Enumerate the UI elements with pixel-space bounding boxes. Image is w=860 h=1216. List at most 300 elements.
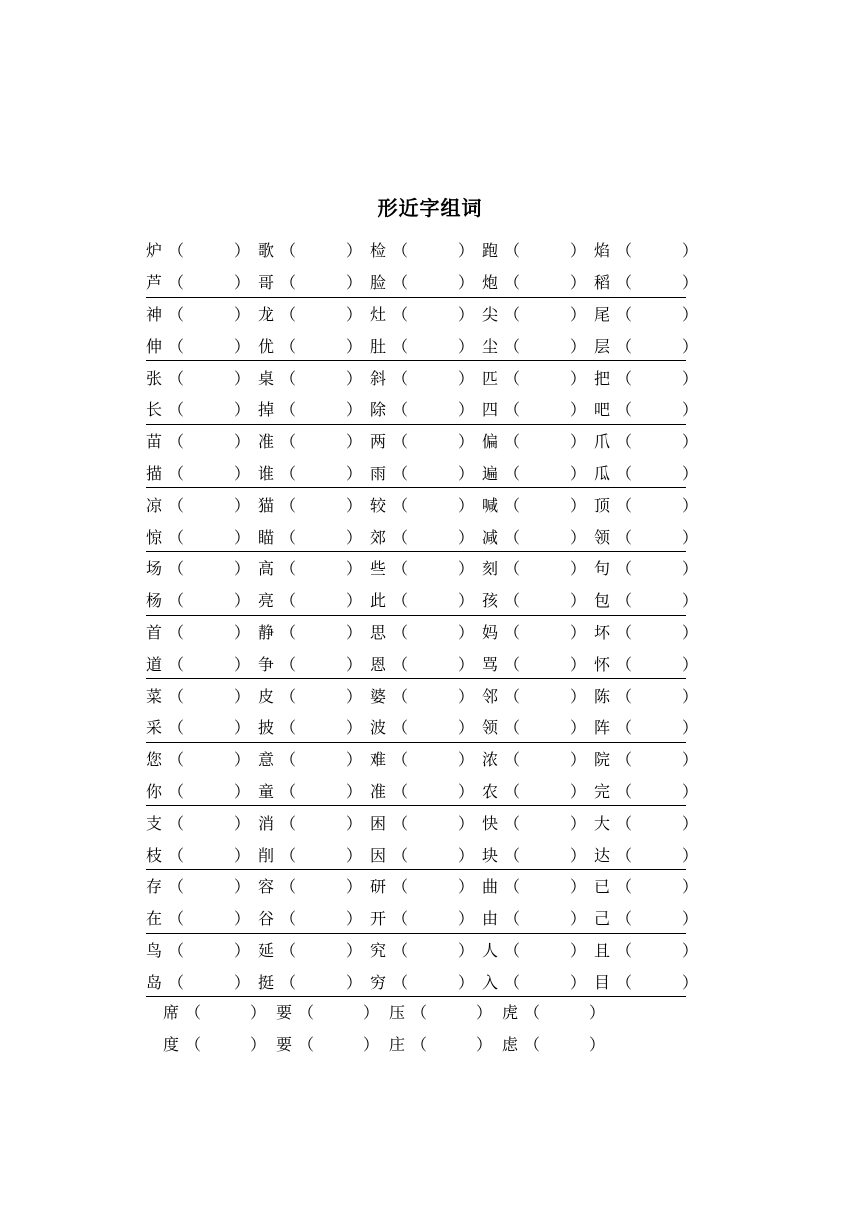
word-entry xyxy=(370,393,482,425)
open-paren: （ xyxy=(168,591,185,611)
open-paren: （ xyxy=(392,368,409,388)
character: 虑 xyxy=(502,1035,519,1055)
close-paren: ） xyxy=(458,718,475,738)
character: 婆 xyxy=(370,686,387,706)
close-paren: ） xyxy=(458,622,475,642)
word-entry xyxy=(389,996,502,1028)
close-paren: ） xyxy=(346,304,363,324)
open-paren: （ xyxy=(168,241,185,261)
open-paren: （ xyxy=(280,241,297,261)
close-paren: ） xyxy=(682,591,699,611)
word-entry xyxy=(146,870,258,902)
word-entry xyxy=(482,934,594,966)
open-paren: （ xyxy=(392,813,409,833)
open-paren: （ xyxy=(616,781,633,801)
word-entry xyxy=(146,679,258,711)
close-paren: ） xyxy=(682,559,699,579)
close-paren: ） xyxy=(346,273,363,293)
word-entry xyxy=(370,965,482,997)
character: 阵 xyxy=(594,718,611,738)
word-entry xyxy=(594,520,706,552)
word-entry xyxy=(594,361,706,393)
open-paren: （ xyxy=(168,813,185,833)
character: 猫 xyxy=(258,495,275,515)
close-paren: ） xyxy=(570,972,587,992)
open-paren: （ xyxy=(392,591,409,611)
close-paren: ） xyxy=(234,813,251,833)
word-entry xyxy=(370,520,482,552)
open-paren: （ xyxy=(168,559,185,579)
open-paren: （ xyxy=(168,336,185,356)
word-entry xyxy=(146,425,258,457)
close-paren: ） xyxy=(570,845,587,865)
open-paren: （ xyxy=(616,368,633,388)
close-paren: ） xyxy=(234,400,251,420)
word-entry xyxy=(146,934,258,966)
character: 偏 xyxy=(482,432,499,452)
character: 披 xyxy=(258,718,275,738)
character: 削 xyxy=(258,845,275,865)
word-entry xyxy=(370,234,482,266)
word-entry xyxy=(276,996,389,1028)
open-paren: （ xyxy=(504,781,521,801)
close-paren: ） xyxy=(682,972,699,992)
word-row xyxy=(146,552,706,584)
character: 采 xyxy=(146,718,163,738)
character: 菜 xyxy=(146,686,163,706)
word-entry xyxy=(146,775,258,807)
close-paren: ） xyxy=(346,400,363,420)
character: 遍 xyxy=(482,463,499,483)
open-paren: （ xyxy=(280,877,297,897)
word-entry xyxy=(482,234,594,266)
word-row xyxy=(163,1028,615,1060)
word-entry xyxy=(258,457,370,489)
open-paren: （ xyxy=(616,972,633,992)
word-entry xyxy=(146,329,258,361)
open-paren: （ xyxy=(504,368,521,388)
word-entry xyxy=(370,298,482,330)
word-row xyxy=(146,711,706,743)
close-paren: ） xyxy=(476,1035,493,1055)
open-paren: （ xyxy=(168,877,185,897)
close-paren: ） xyxy=(682,877,699,897)
word-group xyxy=(146,870,706,934)
open-paren: （ xyxy=(411,1035,428,1055)
word-entry xyxy=(258,552,370,584)
word-entry xyxy=(146,488,258,520)
open-paren: （ xyxy=(280,304,297,324)
word-entry xyxy=(370,647,482,679)
word-entry xyxy=(594,393,706,425)
close-paren: ） xyxy=(234,718,251,738)
close-paren: ） xyxy=(682,813,699,833)
character: 且 xyxy=(594,940,611,960)
character: 爪 xyxy=(594,432,611,452)
open-paren: （ xyxy=(392,527,409,547)
character: 神 xyxy=(146,304,163,324)
close-paren: ） xyxy=(458,591,475,611)
open-paren: （ xyxy=(280,686,297,706)
word-group xyxy=(146,806,706,870)
word-entry xyxy=(594,870,706,902)
character: 你 xyxy=(146,781,163,801)
word-entry xyxy=(502,996,615,1028)
close-paren: ） xyxy=(682,400,699,420)
close-paren: ） xyxy=(682,654,699,674)
character: 场 xyxy=(146,559,163,579)
open-paren: （ xyxy=(616,654,633,674)
close-paren: ） xyxy=(682,909,699,929)
word-entry xyxy=(258,743,370,775)
character: 已 xyxy=(594,877,611,897)
open-paren: （ xyxy=(616,400,633,420)
close-paren: ） xyxy=(458,304,475,324)
close-paren: ） xyxy=(234,940,251,960)
character: 恩 xyxy=(370,654,387,674)
word-entry xyxy=(146,520,258,552)
word-entry xyxy=(276,1028,389,1060)
character: 灶 xyxy=(370,304,387,324)
close-paren: ） xyxy=(682,336,699,356)
word-entry xyxy=(146,457,258,489)
close-paren: ） xyxy=(570,877,587,897)
word-entry xyxy=(594,584,706,616)
open-paren: （ xyxy=(616,495,633,515)
word-groups xyxy=(146,234,706,997)
close-paren: ） xyxy=(346,622,363,642)
close-paren: ） xyxy=(682,304,699,324)
close-paren: ） xyxy=(682,463,699,483)
close-paren: ） xyxy=(682,527,699,547)
character: 肚 xyxy=(370,336,387,356)
open-paren: （ xyxy=(168,845,185,865)
word-group xyxy=(146,425,706,489)
character: 描 xyxy=(146,463,163,483)
word-row xyxy=(146,806,706,838)
character: 消 xyxy=(258,813,275,833)
close-paren: ） xyxy=(570,718,587,738)
open-paren: （ xyxy=(168,273,185,293)
character: 雨 xyxy=(370,463,387,483)
word-row xyxy=(146,329,706,361)
word-entry xyxy=(146,902,258,934)
open-paren: （ xyxy=(504,972,521,992)
word-entry xyxy=(594,934,706,966)
word-entry xyxy=(258,266,370,298)
word-entry xyxy=(258,329,370,361)
close-paren: ） xyxy=(234,336,251,356)
character: 虎 xyxy=(502,1003,519,1023)
open-paren: （ xyxy=(168,527,185,547)
open-paren: （ xyxy=(504,940,521,960)
word-entry xyxy=(370,425,482,457)
open-paren: （ xyxy=(280,940,297,960)
word-entry xyxy=(482,838,594,870)
word-row xyxy=(146,902,706,934)
word-entry xyxy=(389,1028,502,1060)
character: 龙 xyxy=(258,304,275,324)
word-row xyxy=(146,584,706,616)
word-entry xyxy=(482,647,594,679)
word-row xyxy=(146,266,706,298)
word-entry xyxy=(370,775,482,807)
open-paren: （ xyxy=(168,304,185,324)
word-entry xyxy=(258,647,370,679)
open-paren: （ xyxy=(168,972,185,992)
open-paren: （ xyxy=(392,273,409,293)
character: 伸 xyxy=(146,336,163,356)
close-paren: ） xyxy=(458,909,475,929)
word-entry xyxy=(258,298,370,330)
character: 尖 xyxy=(482,304,499,324)
character: 杨 xyxy=(146,591,163,611)
close-paren: ） xyxy=(458,877,475,897)
character: 脸 xyxy=(370,273,387,293)
close-paren: ） xyxy=(346,527,363,547)
word-entry xyxy=(594,457,706,489)
word-entry xyxy=(370,584,482,616)
close-paren: ） xyxy=(234,781,251,801)
character: 童 xyxy=(258,781,275,801)
close-paren: ） xyxy=(458,463,475,483)
close-paren: ） xyxy=(458,654,475,674)
close-paren: ） xyxy=(234,877,251,897)
character: 枝 xyxy=(146,845,163,865)
character: 道 xyxy=(146,654,163,674)
word-group xyxy=(146,298,706,362)
open-paren: （ xyxy=(392,304,409,324)
character: 争 xyxy=(258,654,275,674)
character: 除 xyxy=(370,400,387,420)
character: 完 xyxy=(594,781,611,801)
character: 炮 xyxy=(482,273,499,293)
close-paren: ） xyxy=(234,559,251,579)
open-paren: （ xyxy=(298,1003,315,1023)
word-row xyxy=(146,616,706,648)
word-entry xyxy=(258,584,370,616)
character: 哥 xyxy=(258,273,275,293)
word-entry xyxy=(482,743,594,775)
open-paren: （ xyxy=(168,781,185,801)
close-paren: ） xyxy=(234,654,251,674)
character: 怀 xyxy=(594,654,611,674)
close-paren: ） xyxy=(234,304,251,324)
word-entry xyxy=(370,457,482,489)
close-paren: ） xyxy=(570,909,587,929)
character: 人 xyxy=(482,940,499,960)
close-paren: ） xyxy=(346,241,363,261)
close-paren: ） xyxy=(346,368,363,388)
word-entry xyxy=(594,806,706,838)
open-paren: （ xyxy=(280,750,297,770)
close-paren: ） xyxy=(570,527,587,547)
character: 领 xyxy=(482,718,499,738)
character: 曲 xyxy=(482,877,499,897)
character: 要 xyxy=(276,1003,293,1023)
character: 度 xyxy=(163,1035,180,1055)
character: 在 xyxy=(146,909,163,929)
open-paren: （ xyxy=(616,432,633,452)
word-entry xyxy=(594,488,706,520)
open-paren: （ xyxy=(616,304,633,324)
open-paren: （ xyxy=(411,1003,428,1023)
character: 两 xyxy=(370,432,387,452)
open-paren: （ xyxy=(298,1035,315,1055)
close-paren: ） xyxy=(570,495,587,515)
word-entry xyxy=(146,361,258,393)
word-row xyxy=(146,298,706,330)
open-paren: （ xyxy=(616,591,633,611)
close-paren: ） xyxy=(346,940,363,960)
character: 尾 xyxy=(594,304,611,324)
word-row xyxy=(146,775,706,807)
character: 皮 xyxy=(258,686,275,706)
character: 研 xyxy=(370,877,387,897)
character: 院 xyxy=(594,750,611,770)
close-paren: ） xyxy=(570,336,587,356)
open-paren: （ xyxy=(392,336,409,356)
character: 句 xyxy=(594,559,611,579)
word-entry xyxy=(594,965,706,997)
open-paren: （ xyxy=(392,559,409,579)
close-paren: ） xyxy=(476,1003,493,1023)
close-paren: ） xyxy=(682,845,699,865)
open-paren: （ xyxy=(185,1003,202,1023)
open-paren: （ xyxy=(392,781,409,801)
open-paren: （ xyxy=(392,241,409,261)
character: 浓 xyxy=(482,750,499,770)
character: 刻 xyxy=(482,559,499,579)
close-paren: ） xyxy=(458,495,475,515)
character: 庄 xyxy=(389,1035,406,1055)
close-paren: ） xyxy=(570,622,587,642)
open-paren: （ xyxy=(280,845,297,865)
word-entry xyxy=(258,425,370,457)
open-paren: （ xyxy=(280,591,297,611)
close-paren: ） xyxy=(682,781,699,801)
close-paren: ） xyxy=(570,686,587,706)
open-paren: （ xyxy=(168,654,185,674)
word-row xyxy=(146,361,706,393)
word-entry xyxy=(370,743,482,775)
word-entry xyxy=(594,647,706,679)
character: 吧 xyxy=(594,400,611,420)
open-paren: （ xyxy=(616,686,633,706)
open-paren: （ xyxy=(280,336,297,356)
character: 骂 xyxy=(482,654,499,674)
character: 由 xyxy=(482,909,499,929)
close-paren: ） xyxy=(458,368,475,388)
character: 四 xyxy=(482,400,499,420)
word-entry xyxy=(482,902,594,934)
close-paren: ） xyxy=(682,622,699,642)
open-paren: （ xyxy=(280,909,297,929)
word-row xyxy=(146,520,706,552)
close-paren: ） xyxy=(234,432,251,452)
word-entry xyxy=(482,616,594,648)
word-entry xyxy=(146,298,258,330)
close-paren: ） xyxy=(234,622,251,642)
word-entry xyxy=(146,234,258,266)
close-paren: ） xyxy=(346,495,363,515)
open-paren: （ xyxy=(392,622,409,642)
close-paren: ） xyxy=(682,273,699,293)
character: 延 xyxy=(258,940,275,960)
character: 炉 xyxy=(146,241,163,261)
open-paren: （ xyxy=(392,718,409,738)
word-entry xyxy=(258,934,370,966)
character: 优 xyxy=(258,336,275,356)
open-paren: （ xyxy=(280,400,297,420)
character: 鸟 xyxy=(146,940,163,960)
word-entry xyxy=(594,679,706,711)
word-entry xyxy=(258,393,370,425)
word-group xyxy=(146,743,706,807)
close-paren: ） xyxy=(234,495,251,515)
open-paren: （ xyxy=(280,559,297,579)
close-paren: ） xyxy=(234,750,251,770)
close-paren: ） xyxy=(234,368,251,388)
character: 把 xyxy=(594,368,611,388)
character: 包 xyxy=(594,591,611,611)
close-paren: ） xyxy=(458,845,475,865)
word-entry xyxy=(370,679,482,711)
close-paren: ） xyxy=(346,909,363,929)
open-paren: （ xyxy=(616,718,633,738)
character: 跑 xyxy=(482,241,499,261)
character: 大 xyxy=(594,813,611,833)
character: 波 xyxy=(370,718,387,738)
character: 容 xyxy=(258,877,275,897)
word-entry xyxy=(146,552,258,584)
open-paren: （ xyxy=(504,813,521,833)
close-paren: ） xyxy=(458,400,475,420)
word-entry xyxy=(258,838,370,870)
word-entry xyxy=(482,552,594,584)
close-paren: ） xyxy=(570,750,587,770)
close-paren: ） xyxy=(570,273,587,293)
character: 入 xyxy=(482,972,499,992)
close-paren: ） xyxy=(570,781,587,801)
close-paren: ） xyxy=(346,813,363,833)
word-entry xyxy=(594,234,706,266)
character: 己 xyxy=(594,909,611,929)
close-paren: ） xyxy=(570,432,587,452)
close-paren: ） xyxy=(346,654,363,674)
word-entry xyxy=(482,457,594,489)
word-entry xyxy=(482,488,594,520)
close-paren: ） xyxy=(234,845,251,865)
open-paren: （ xyxy=(504,559,521,579)
character: 张 xyxy=(146,368,163,388)
character: 谁 xyxy=(258,463,275,483)
open-paren: （ xyxy=(392,432,409,452)
open-paren: （ xyxy=(392,845,409,865)
open-paren: （ xyxy=(280,527,297,547)
close-paren: ） xyxy=(346,432,363,452)
open-paren: （ xyxy=(616,463,633,483)
word-entry xyxy=(594,711,706,743)
word-entry xyxy=(146,393,258,425)
close-paren: ） xyxy=(234,527,251,547)
word-entry xyxy=(146,743,258,775)
character: 妈 xyxy=(482,622,499,642)
character: 些 xyxy=(370,559,387,579)
open-paren: （ xyxy=(616,527,633,547)
character: 因 xyxy=(370,845,387,865)
character: 桌 xyxy=(258,368,275,388)
